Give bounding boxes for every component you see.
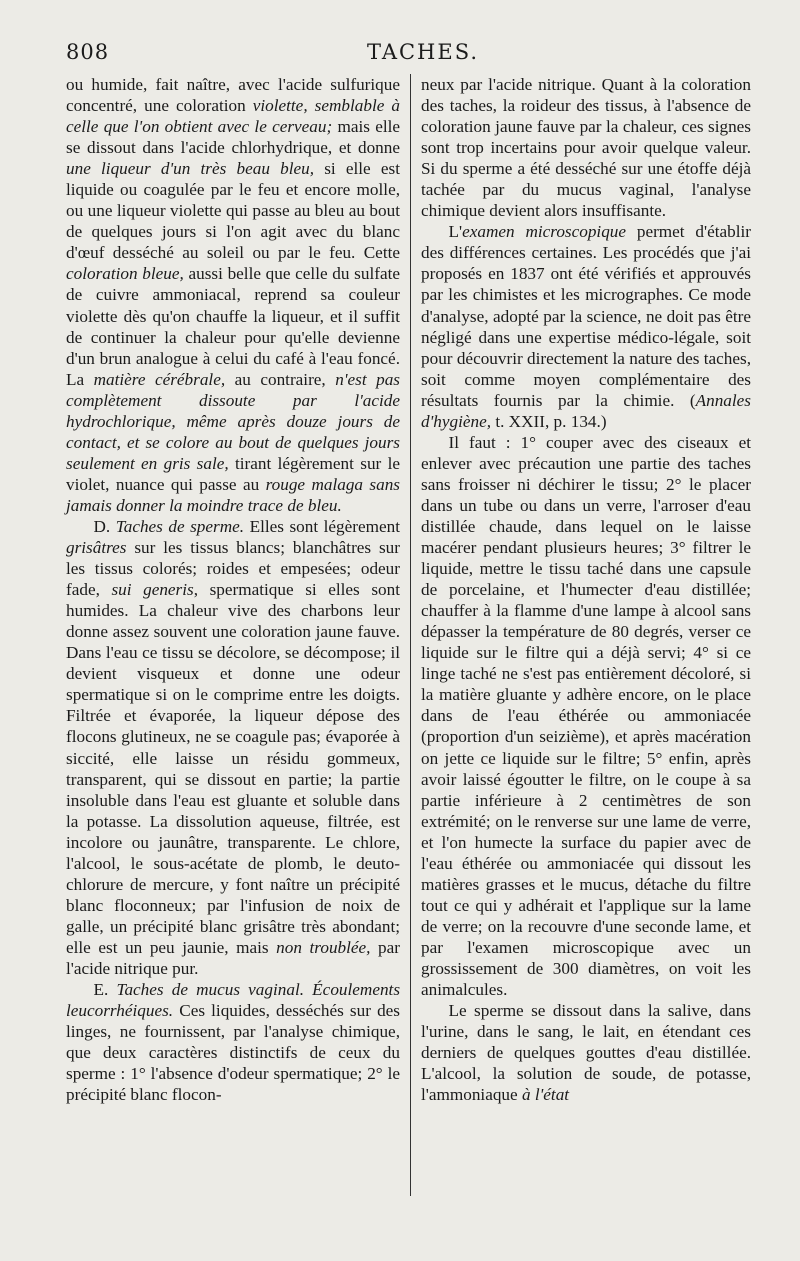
italic-text-run: Annales d'hygiène, xyxy=(421,390,751,431)
italic-text-run: matière cérébrale, xyxy=(93,369,226,389)
text-run: sur les tissus blancs; blanchâtres sur les tissus colorés; roides et empesées; odeur fade, xyxy=(66,538,400,600)
paragraph xyxy=(421,1000,751,1105)
paragraph xyxy=(421,221,751,431)
right-text-column xyxy=(421,74,751,1105)
running-title: TACHES. xyxy=(366,40,480,64)
text-run: L' xyxy=(448,222,463,242)
italic-text-run: examen microscopique xyxy=(462,222,627,242)
page-number: 808 xyxy=(66,40,110,64)
paragraph xyxy=(66,74,400,516)
text-run: D. xyxy=(93,516,116,536)
page-header xyxy=(66,40,760,70)
italic-text-run: grisâtres xyxy=(66,538,127,558)
paragraph xyxy=(421,74,751,221)
paragraph xyxy=(66,979,400,1105)
text-run: E. xyxy=(93,980,117,1000)
text-run: t. XXII, p. 134.) xyxy=(491,411,607,431)
italic-text-run: sui generis xyxy=(111,580,194,600)
italic-text-run: Taches de mucus vaginal. Écoulements leucorrhéiques. xyxy=(66,980,401,1021)
text-run: mais elle se dissout dans l'acide chlorhydrique, et donne xyxy=(66,117,400,158)
text-run: Ces liquides, desséchés sur des linges, ne fournissent, par l'analyse chimique, que deux caractères distinctifs de ceux du sperme : 1° l'absence d'odeur spermatique; 2° le précipité blanc flocon- xyxy=(66,1001,400,1105)
text-run: ou humide, fait naître, avec l'acide sulfurique concentré, une coloration xyxy=(66,75,400,116)
paragraph xyxy=(421,432,751,1000)
italic-text-run: une liqueur d'un très beau bleu, xyxy=(66,159,315,179)
text-run: , spermatique si elles sont humides. La chaleur vive des charbons leur donne assez souvent une coloration jaune fauve. Dans l'eau ce tissu se décolore, se décompose; il devient visqueux et donne une odeur spermatique si on le comprime entre les doigts. Filtrée et évaporée, la liqueur dépose des flocons glutineux, ne se coagule pas; évaporée à siccité, elle laisse un résidu gommeux, transparent, qui se dissout en partie; la partie insoluble dans l'eau est gluante et soluble dans la potasse. La dissolution aqueuse, filtrée, est incolore ou jaunâtre, transparente. Le chlore, l'alcool, le sous-acétate de plomb, le deuto-chlorure de mercure, y font naître un précipité blanc floconneux; par l'infusion de noix de galle, un précipité blanc grisâtre très abondant; elle est un peu jaunie, mais xyxy=(66,580,400,957)
italic-text-run: coloration bleue, xyxy=(66,264,184,284)
paragraph xyxy=(66,516,400,979)
text-run: par l'acide nitrique pur. xyxy=(66,937,400,978)
italic-text-run: non troublée, xyxy=(276,937,371,957)
text-run: tirant légèrement sur le violet, nuance qui passe au xyxy=(66,453,400,494)
text-run: au contraire, xyxy=(225,369,336,389)
text-run: permet d'établir des différences certaines. Les procédés que j'ai proposés en 1837 ont été vérifiés et approuvés par les chimistes et les micrographes. Ce mode d'analyse, adopté par la science, ne doit pas être négligé dans une expertise médico-légale, soit pour découvrir directement la nature des taches, soit comme moyen complémentaire des résultats fournis par la chimie. ( xyxy=(421,222,752,410)
italic-text-run: rouge malaga sans jamais donner la moindre trace de bleu. xyxy=(66,474,400,515)
text-run: Il faut : 1° couper avec des ciseaux et enlever avec précaution une partie des taches sans froisser ni déchirer le tissu; 2° le placer dans un tube ou dans un verre, l'arroser d'eau distillée chaude, dans lequel on le laisse macérer pendant plusieurs heures; 3° filtrer le liquide, mettre le tissu taché dans une capsule de porcelaine, et l'humecter d'eau distillée; chauffer à la flamme d'une lampe à alcool sans dépasser la température de 80 degrés, verser ce liquide sur le filtre qui a déjà servi; 4° si ce linge taché ne s'est pas entièrement décoloré, si la matière gluante y adhère encore, on le place dans de l'eau éthérée ou ammoniacée (proportion d'un seizième), et après macération on jette ce liquide sur le filtre; 5° enfin, après avoir laissé égoutter le filtre, on le coupe à sa partie inférieure à 2 centimètres de son extrémité; on le renverse sur une lame de verre, et l'on humecte la surface du papier avec de l'eau éthérée ou ammoniacée qui dissout les matières grasses et le mucus, détache du filtre tout ce qui y adhérait et l'applique sur la lame de verre; on la recouvre d'une seconde lame, et par l'examen microscopique avec un grossissement de 300 diamètres, on voit les animalcules. xyxy=(421,432,751,1000)
left-text-column xyxy=(66,74,400,1105)
italic-text-run: n'est pas complètement dissoute par l'acide hydrochlorique, même après douze jours de contact, et se colore au bout de quelques jours seulement en gris sale, xyxy=(66,369,400,473)
italic-text-run: violette, semblable à celle que l'on obtient avec le cerveau; xyxy=(66,96,400,137)
text-run: neux par l'acide nitrique. Quant à la coloration des taches, la roideur des tissus, à l'absence de coloration jaune fauve par la chaleur, ces signes sont trop incertains pour avoir quelque valeur. Si du sperme a été desséché sur une étoffe déjà tachée par du mucus vaginal, l'analyse chimique devient alors insuffisante. xyxy=(421,75,751,221)
text-run: Le sperme se dissout dans la salive, dans l'urine, dans le sang, le lait, en étendant ces derniers de quelques gouttes d'eau distillée. L'alcool, la solution de soude, de potasse, l'ammoniaque xyxy=(421,1001,751,1105)
text-run: si elle est liquide ou coagulée par le feu et encore molle, ou une liqueur violette qui passe au bleu au bout de quelques jours si l'on agit avec du blanc d'œuf desséché au soleil ou par le feu. Cette xyxy=(66,159,400,263)
text-run: Elles sont légèrement xyxy=(244,516,400,536)
italic-text-run: à l'état xyxy=(521,1085,570,1105)
text-run: aussi belle que celle du sulfate de cuivre ammoniacal, reprend sa couleur violette dès qu'on chauffe la liqueur, et il suffit de continuer la chaleur pour qu'elle devienne d'un brun analogue à celui du café à l'eau foncé. La xyxy=(66,264,400,389)
italic-text-run: Taches de sperme. xyxy=(115,516,245,536)
column-divider xyxy=(410,74,411,1196)
